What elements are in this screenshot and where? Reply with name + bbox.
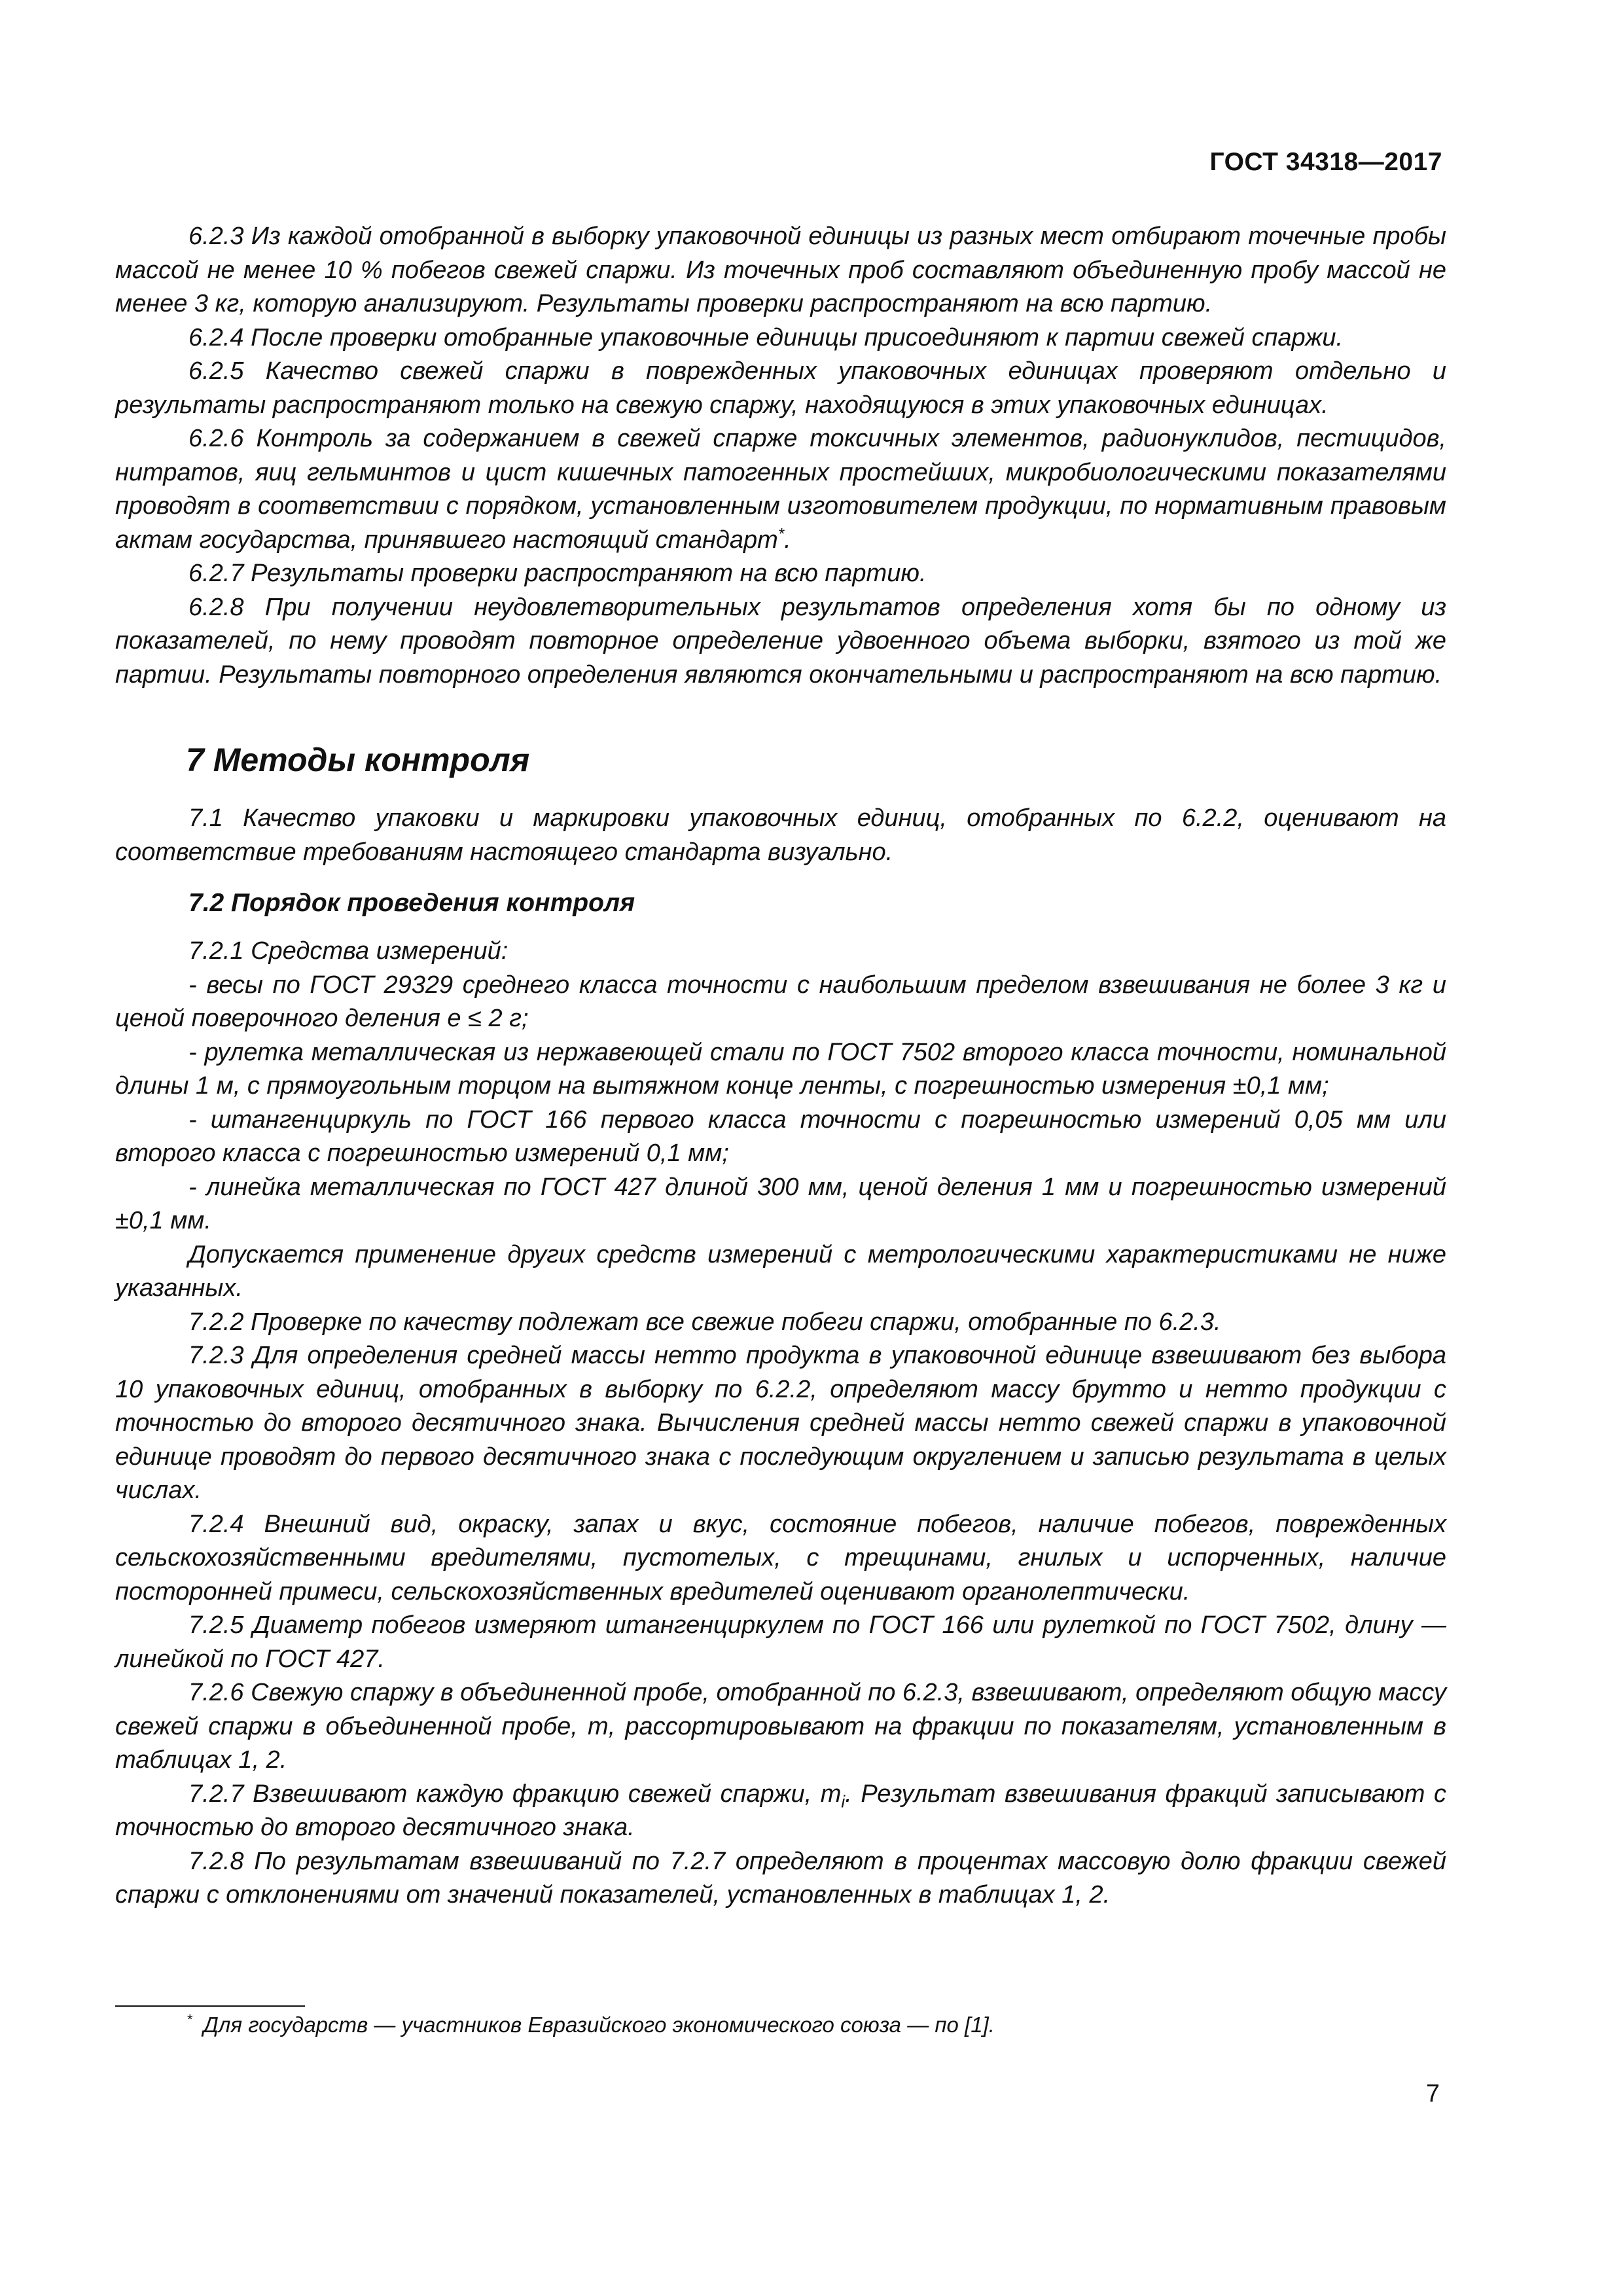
page-number: 7 <box>1425 2080 1440 2108</box>
paragraph-other-instruments: Допускается применение других средств измерений с метрологическими характеристиками не ниже указанных. <box>115 1240 1446 1302</box>
paragraph-7-2-4: 7.2.4 Внешний вид, окраску, запах и вкус, состояние побегов, наличие побегов, поврежденных сельскохозяйственными вредителями, пустотелых, с трещинами, гнилых и испорченных, наличие посторонней примеси, сельскохозяйственных вредителей оценивают органолептически. <box>115 1510 1446 1605</box>
paragraph-6-2-6-tail: . <box>784 526 791 554</box>
paragraph-6-2-5: 6.2.5 Качество свежей спаржи в поврежденных упаковочных единицах проверяют отдельно и результаты распространяют только на свежую спаржу, находящуюся в этих упаковочных единицах. <box>115 357 1446 419</box>
paragraph-6-2-6-text: 6.2.6 Контроль за содержанием в свежей спарже токсичных элементов, радионуклидов, пестицидов, нитратов, яиц гельминтов и цист кишечных патогенных простейших, микробиологическими показателями проводят в соответствии с порядком, установленным изготовителем продукции, по нормативным правовым актам государства, принявшего настоящий стандарт <box>115 425 1446 554</box>
paragraph-6-2-8: 6.2.8 При получении неудовлетворительных результатов определения хотя бы по одному из показателей, по нему проводят повторное определение удвоенного объема выборки, взятого из той же партии. Результаты повторного определения являются окончательными и распространяют на всю партию. <box>115 593 1446 689</box>
mass-subscript: i <box>841 1791 846 1812</box>
paragraph-7-2-7 <box>115 1778 1446 1845</box>
paragraph-7-2-6: 7.2.6 Свежую спаржу в объединенной пробе, отобранной по 6.2.3, взвешивают, определяют общую массу свежей спаржи в объединенной пробе, m, рассортировывают на фракции по показателям, установленным в таблицах 1, 2. <box>115 1679 1446 1774</box>
footnote-reference[interactable]: * <box>777 524 785 543</box>
list-item-scales: - весы по ГОСТ 29329 среднего класса точности с наибольшим пределом взвешивания не более 3 кг и ценой поверочного деления e ≤ 2 г; <box>115 971 1446 1032</box>
paragraph-7-2-1: 7.2.1 Средства измерений: <box>188 937 508 965</box>
footnote <box>187 2011 995 2042</box>
page-content <box>115 220 1446 1912</box>
paragraph-6-2-6 <box>115 422 1446 557</box>
paragraph-7-2-7-tail: . Результат взвешивания фракций записывают с точностью до второго десятичного знака. <box>115 1780 1446 1841</box>
paragraph-7-2-8: 7.2.8 По результатам взвешиваний по 7.2.7 определяют в процентах массовую долю фракции свежей спаржи с отклонениями от значений показателей, установленных в таблицах 1, 2. <box>115 1847 1446 1909</box>
list-item-ruler: - линейка металлическая по ГОСТ 427 длиной 300 мм, ценой деления 1 мм и погрешностью измерений ±0,1 мм. <box>115 1173 1446 1234</box>
paragraph-7-2-3: 7.2.3 Для определения средней массы нетто продукта в упаковочной единице взвешивают без выбора 10 упаковочных единиц, отобранных в выборку по 6.2.2, определяют массу брутто и нетто продукции с точностью до второго десятичного знака. Вычисления средней массы нетто свежей спаржи в упаковочной единице проводят до первого десятичного знака с последующим округлением и записью результата в целых числах. <box>115 1342 1446 1504</box>
paragraph-7-2-2: 7.2.2 Проверке по качеству подлежат все свежие побеги спаржи, отобранные по 6.2.3. <box>188 1308 1221 1336</box>
subsection-7-2-title: 7.2 Порядок проведения контроля <box>188 889 635 917</box>
list-item-tape-measure: - рулетка металлическая из нержавеющей стали по ГОСТ 7502 второго класса точности, номинальной длины 1 м, с прямоугольным торцом на вытяжном конце ленты, с погрешностью измерения ±0,1 мм; <box>115 1038 1446 1100</box>
section-7-title: 7 Методы контроля <box>186 742 530 778</box>
paragraph-6-2-7: 6.2.7 Результаты проверки распространяют на всю партию. <box>188 560 927 587</box>
paragraph-7-2-5: 7.2.5 Диаметр побегов измеряют штангенциркулем по ГОСТ 166 или рулеткой по ГОСТ 7502, длину — линейкой по ГОСТ 427. <box>115 1611 1446 1673</box>
footnote-mark: * <box>187 2011 193 2028</box>
footnote-separator <box>115 2005 305 2007</box>
paragraph-7-2-7-text: 7.2.7 Взвешивают каждую фракцию свежей спаржи, m <box>188 1780 842 1808</box>
paragraph-6-2-3: 6.2.3 Из каждой отобранной в выборку упаковочной единицы из разных мест отбирают точечные пробы массой не менее 10 % побегов свежей спаржи. Из точечных проб составляют объединенную пробу массой не менее 3 кг, которую анализируют. Результаты проверки распространяют на всю партию. <box>115 223 1446 317</box>
footnote-text: Для государств — участников Евразийского экономического союза — по [1]. <box>203 2013 995 2037</box>
list-item-caliper: - штангенциркуль по ГОСТ 166 первого класса точности с погрешностью измерений 0,05 мм или второго класса с погрешностью измерений 0,1 мм; <box>115 1105 1446 1167</box>
paragraph-7-1: 7.1 Качество упаковки и маркировки упаковочных единиц, отобранных по 6.2.2, оценивают на соответствие требованиям настоящего стандарта визуально. <box>115 804 1446 866</box>
paragraph-6-2-4: 6.2.4 После проверки отобранные упаковочные единицы присоединяют к партии свежей спаржи. <box>188 323 1344 351</box>
document-id-header: ГОСТ 34318—2017 <box>1209 148 1442 176</box>
